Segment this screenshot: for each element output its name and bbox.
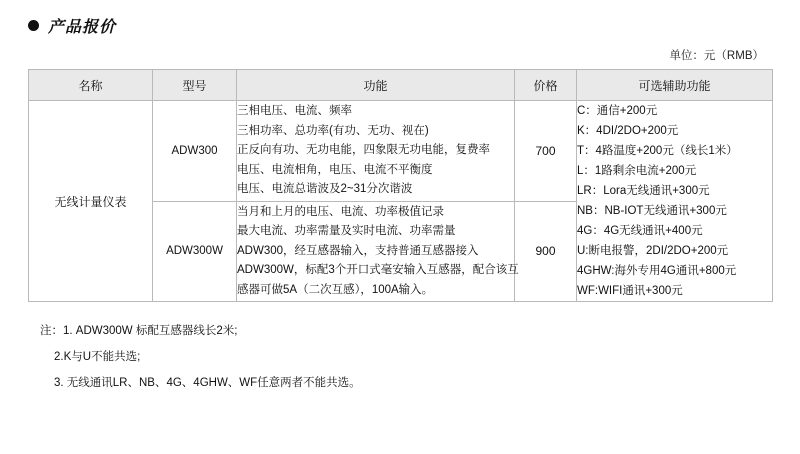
- quotation-document: [0, 14, 800, 454]
- cell-functions-adw300w: [237, 201, 519, 302]
- aux-line: C：通信+200元: [577, 105, 658, 117]
- function-line: 电压、电流相角，电压、电流不平衡度: [237, 163, 433, 176]
- bullet-dot-icon: [28, 20, 39, 31]
- aux-line: U:断电报警，2DI/2DO+200元: [577, 245, 729, 257]
- column-header-function: 功能: [237, 70, 515, 101]
- function-line: 三相功率、总功率(有功、无功、视在): [237, 124, 429, 137]
- cell-product-name: 无线计量仪表: [29, 101, 153, 302]
- function-line: 当月和上月的电压、电流、功率极值记录: [237, 205, 444, 218]
- quote-table: [28, 69, 773, 302]
- table-body: [29, 101, 773, 302]
- aux-line: L：1路剩余电流+200元: [577, 165, 697, 177]
- cell-functions-adw300: [237, 101, 515, 202]
- table-header-row: [29, 70, 773, 101]
- column-header-price: 价格: [515, 70, 577, 101]
- aux-line: K：4DI/2DO+200元: [577, 125, 679, 137]
- cell-price-adw300w: 900: [515, 201, 577, 302]
- aux-line: 4GHW:海外专用4G通讯+800元: [577, 265, 737, 277]
- column-header-aux: 可选辅助功能: [577, 70, 773, 101]
- aux-line: WF:WIFI通讯+300元: [577, 285, 683, 297]
- note-line: 2.K与U不能共选;: [54, 351, 141, 363]
- table-row: [29, 101, 773, 202]
- cell-model-adw300: ADW300: [153, 101, 237, 202]
- cell-model-adw300w: ADW300W: [153, 201, 237, 302]
- note-line: 3. 无线通讯LR、NB、4G、4GHW、WF任意两者不能共选。: [54, 377, 361, 389]
- cell-aux-functions: [577, 101, 773, 302]
- aux-line: NB：NB-IOT无线通讯+300元: [577, 205, 727, 217]
- column-header-model: 型号: [153, 70, 237, 101]
- function-line: ADW300，经互感器输入，支持普通互感器接入: [237, 244, 479, 257]
- unit-note: 单位：元（RMB）: [669, 50, 764, 62]
- cell-price-adw300: 700: [515, 101, 577, 202]
- aux-line: LR：Lora无线通讯+300元: [577, 185, 710, 197]
- function-line: 三相电压、电流、频率: [237, 105, 352, 117]
- table-header: [29, 70, 773, 101]
- function-line: 电压、电流总谐波及2~31分次谐波: [237, 183, 413, 195]
- quote-table-wrapper: [28, 69, 772, 302]
- function-line: 最大电流、功率需量及实时电流、功率需量: [237, 225, 456, 237]
- aux-line: 4G：4G无线通讯+400元: [577, 225, 703, 237]
- note-line: 注：1. ADW300W 标配互感器线长2米;: [40, 325, 238, 337]
- page-title-row: [28, 14, 800, 37]
- column-header-name: 名称: [29, 70, 153, 101]
- function-line: ADW300W，标配3个开口式毫安输入互感器，配合该互: [237, 264, 519, 276]
- aux-line: T：4路温度+200元（线长1米）: [577, 145, 738, 157]
- page-title: 产品报价: [48, 19, 117, 36]
- notes-section: [40, 318, 800, 396]
- function-line: 感器可做5A（二次互感），100A输入。: [237, 283, 434, 296]
- function-line: 正反向有功、无功电能，四象限无功电能，复费率: [237, 144, 490, 156]
